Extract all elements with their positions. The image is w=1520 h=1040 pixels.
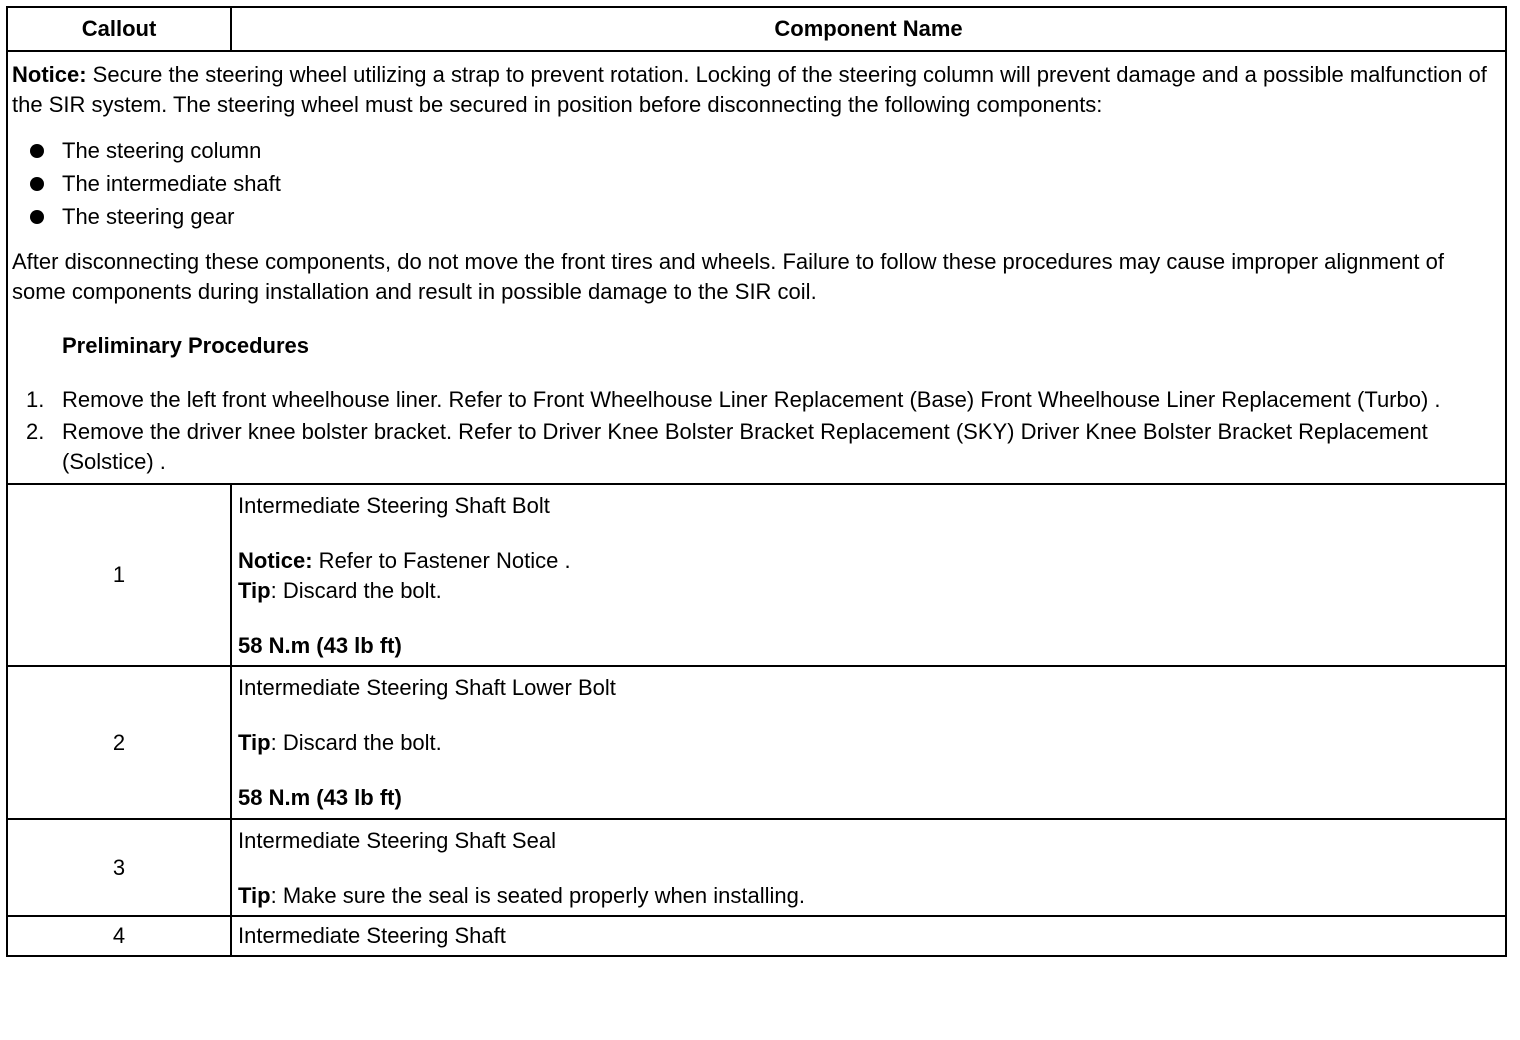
list-item [12,385,1501,415]
callout-cell: 4 [8,917,232,955]
notice-row [8,50,1505,483]
component-name: Intermediate Steering Shaft Seal [238,828,556,853]
tip-text: : Make sure the seal is seated properly when installing. [270,883,805,908]
step-number: 2. [26,419,45,444]
bullet-icon [30,177,44,191]
spacer [238,758,1499,783]
notice-cell [8,52,1505,483]
list-item [12,417,1501,477]
component-name: Intermediate Steering Shaft Lower Bolt [238,675,616,700]
spacer [238,703,1499,728]
table-row [8,665,1505,818]
table-row [8,483,1505,665]
table-row [8,915,1505,955]
component-name: Intermediate Steering Shaft [238,923,506,948]
step-number: 1. [26,387,45,412]
row-tip [238,728,1499,758]
component-cell [232,820,1505,915]
bullet-text: The steering column [62,138,262,163]
notice-text: Secure the steering wheel utilizing a strap to prevent rotation. Locking of the steering column will prevent damage and a possible malfunction of the SIR system. The steering wheel must be secured in position before disconnecting the following components: [12,62,1487,117]
after-disconnect-paragraph: After disconnecting these components, do not move the front tires and wheels. Failure to follow these procedures may cause improper alignment of some components during installation and result in possible damage to the SIR coil. [12,249,1444,304]
component-cell [232,917,1505,955]
component-name: Intermediate Steering Shaft Bolt [238,493,550,518]
callout-cell: 3 [8,820,232,915]
notice-bullet-list [12,134,1501,233]
list-item [12,200,1501,233]
step-text: Remove the left front wheelhouse liner. Refer to Front Wheelhouse Liner Replacement (Base) Front Wheelhouse Liner Replacement (Turbo) . [62,387,1441,412]
spacer [238,606,1499,631]
tip-label: Tip [238,730,271,755]
component-table [6,6,1507,957]
component-cell [232,485,1505,665]
tip-text: : Discard the bolt. [270,730,442,755]
component-name-column-header: Component Name [774,16,963,41]
tip-label: Tip [238,883,271,908]
notice-paragraph [12,60,1501,120]
bullet-text: The steering gear [62,204,235,229]
list-item [12,167,1501,200]
list-item [12,134,1501,167]
table-row [8,818,1505,915]
table-header-row [8,8,1505,50]
tip-text: : Discard the bolt. [270,578,442,603]
callout-cell: 1 [8,485,232,665]
callout-column-header: Callout [8,8,232,50]
torque-spec: 58 N.m (43 lb ft) [238,633,402,658]
notice-text: Refer to Fastener Notice . [312,548,571,573]
preliminary-procedures-title: Preliminary Procedures [62,333,310,358]
row-notice [238,546,1499,576]
notice-label: Notice: [238,548,313,573]
tip-label: Tip [238,578,271,603]
bullet-text: The intermediate shaft [62,171,281,196]
row-tip [238,881,1499,911]
callout-cell: 2 [8,667,232,818]
torque-spec: 58 N.m (43 lb ft) [238,785,402,810]
bullet-icon [30,144,44,158]
step-text: Remove the driver knee bolster bracket. Refer to Driver Knee Bolster Bracket Replacement (SKY) Driver Knee Bolster Bracket Replacement (Solstice) . [62,419,1428,474]
component-cell [232,667,1505,818]
spacer [238,856,1499,881]
row-tip [238,576,1499,606]
spacer [238,521,1499,546]
preliminary-steps-list [12,385,1501,477]
bullet-icon [30,210,44,224]
notice-label: Notice: [12,62,87,87]
